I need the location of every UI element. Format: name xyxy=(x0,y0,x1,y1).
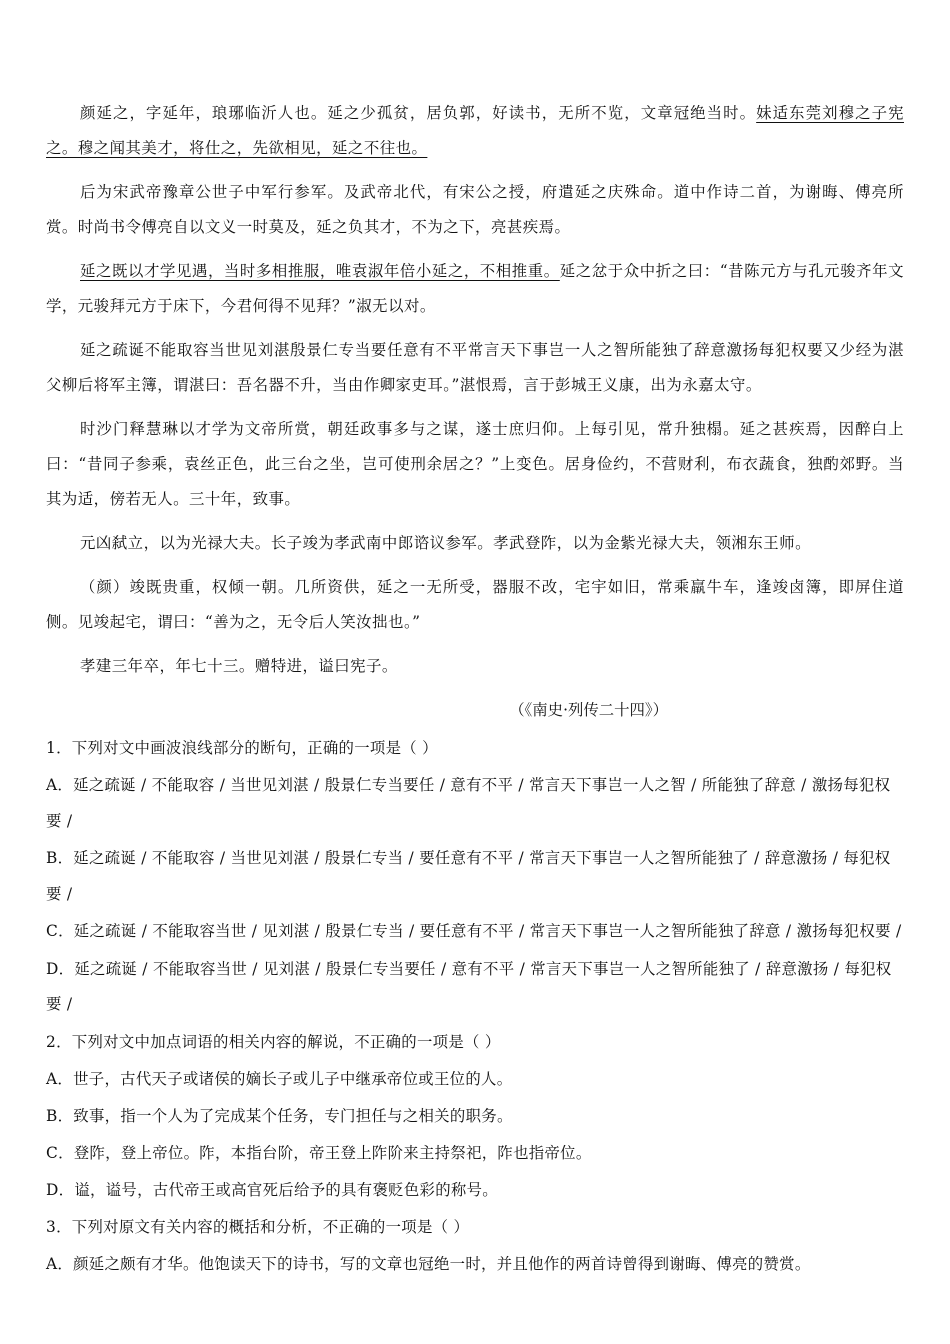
passage-paragraph-3 xyxy=(46,254,904,324)
underlined-sentence: 妹适东莞刘穆之子宪之。穆之闻其美才，将仕之，先欲相见，延之不往也。 xyxy=(46,104,904,157)
passage-text: 延之忿于众中折之曰：“昔陈元方与孔元骏齐年文学，元骏拜元方于床下，今君何得不见拜？”淑无以对。 xyxy=(46,262,904,315)
option-c[interactable]: C．延之疏诞 / 不能取容当世 / 见刘湛 / 殷景仁专当 / 要任意有不平 / 常言天下事岂一人之智所能独了辞意 / 激扬每犯权要 / xyxy=(46,922,902,940)
option-a[interactable]: A．延之疏诞 / 不能取容 / 当世见刘湛 / 殷景仁专当要任 / 意有不平 / 常言天下事岂一人之智 / 所能独了辞意 / 激扬每犯权要 / xyxy=(46,776,891,830)
passage-paragraph-8: 孝建三年卒，年七十三。赠特进，谥曰宪子。 xyxy=(80,657,398,675)
passage-source: （《南史·列传二十四》） xyxy=(509,701,668,719)
passage-paragraph-6: 元凶弑立，以为光禄大夫。长子竣为孝武南中郎谘议参军。孝武登阼，以为金紫光禄大夫，领湘东王师。 xyxy=(80,534,811,552)
option-c[interactable]: C．登阼，登上帝位。阼，本指台阶，帝王登上阼阶来主持祭祀，阼也指帝位。 xyxy=(46,1143,592,1162)
option-d[interactable]: D．谥，谥号，古代帝王或高官死后给予的具有褒贬色彩的称号。 xyxy=(46,1180,498,1199)
passage-text: 颜延之，字延年，琅琊临沂人也。延之少孤贫，居负郭，好读书，无所不览，文章冠绝当时。 xyxy=(80,104,757,122)
option-d[interactable]: D．延之疏诞 / 不能取容当世 / 见刘湛 / 殷景仁专当要任 / 意有不平 / 常言天下事岂一人之智所能独了 / 辞意激扬 / 每犯权要 / xyxy=(46,959,892,1013)
option-a[interactable]: A．颜延之颇有才华。他饱读天下的诗书，写的文章也冠绝一时，并且他作的两首诗曾得到谢晦、傅亮的赞赏。 xyxy=(46,1254,811,1273)
question-stem: 2．下列对文中加点词语的相关内容的解说，不正确的一项是（ ） xyxy=(46,1032,501,1051)
question-3 xyxy=(46,1210,904,1282)
option-b[interactable]: B．延之疏诞 / 不能取容 / 当世见刘湛 / 殷景仁专当 / 要任意有不平 / 常言天下事岂一人之智所能独了 / 辞意激扬 / 每犯权要 / xyxy=(46,849,891,903)
passage-paragraph-4: 延之疏诞不能取容当世见刘湛殷景仁专当要任意有不平常言天下事岂一人之智所能独了辞意激扬每犯权要又少经为湛父柳后将军主簿，谓湛曰：吾名器不升，当由作卿家吏耳。”湛恨焉，言于彭城王义康，出为永嘉太守。 xyxy=(46,341,904,394)
underlined-sentence: 延之既以才学见遇，当时多相推服，唯袁淑年倍小延之，不相推重。 xyxy=(80,262,560,280)
passage-paragraph-2: 后为宋武帝豫章公世子中军行参军。及武帝北代，有宋公之授，府遣延之庆殊命。道中作诗二首，为谢晦、傅亮所赏。时尚书令傅亮自以文义一时莫及，延之负其才，不为之下，亮甚疾焉。 xyxy=(46,183,904,236)
question-1 xyxy=(46,731,904,1023)
question-2 xyxy=(46,1025,904,1208)
option-b[interactable]: B．致事，指一个人为了完成某个任务，专门担任与之相关的职务。 xyxy=(46,1106,513,1125)
option-a[interactable]: A．世子，古代天子或诸侯的嫡长子或儿子中继承帝位或王位的人。 xyxy=(46,1069,513,1088)
question-stem: 1．下列对文中画波浪线部分的断句，正确的一项是（ ） xyxy=(46,739,438,757)
passage-paragraph-7: （颜）竣既贵重，权倾一朝。几所资供，延之一无所受，器服不改，宅宇如旧，常乘羸牛车，逢竣卤簿，即屏住道侧。见竣起宅，谓曰：“善为之，无令后人笑汝拙也。” xyxy=(46,578,904,631)
passage-paragraph-5: 时沙门释慧琳以才学为文帝所赏，朝廷政事多与之谋，遂士庶归仰。上每引见，常升独榻。延之甚疾焉，因醉白上曰：“昔同子参乘，袁丝正色，此三台之坐，岂可使刑余居之？”上变色。居身俭约，不营财利，布衣蔬食，独酌郊野。当其为适，傍若无人。三十年，致事。 xyxy=(46,420,904,508)
document-content xyxy=(46,96,904,1284)
question-stem: 3．下列对原文有关内容的概括和分析，不正确的一项是（ ） xyxy=(46,1217,470,1236)
passage-paragraph-1 xyxy=(46,96,904,166)
